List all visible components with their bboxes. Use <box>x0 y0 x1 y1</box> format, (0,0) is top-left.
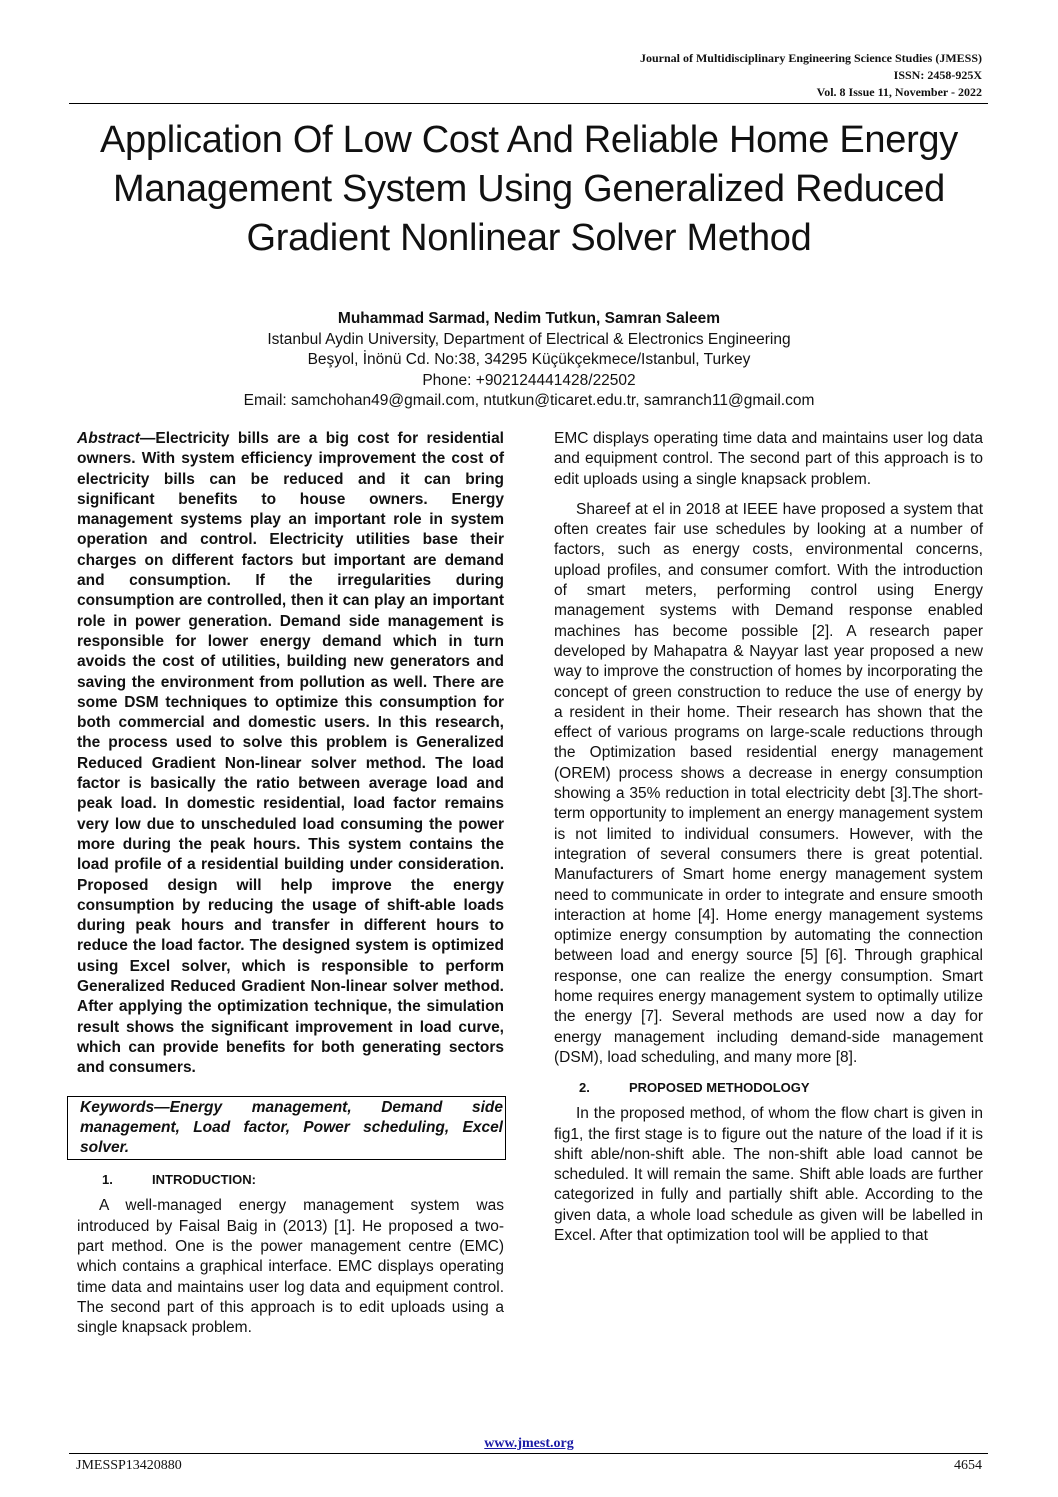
abstract-lead: Abstract <box>77 430 140 447</box>
author-names: Muhammad Sarmad, Nedim Tutkun, Samran Saleem <box>337 310 721 327</box>
section-heading-introduction <box>77 1170 504 1190</box>
authors-block <box>100 309 958 412</box>
author-email: Email: samchohan49@gmail.com, ntutkun@ticaret.edu.tr, samranch11@gmail.com <box>243 392 815 409</box>
methodology-paragraph-1: In the proposed method, of whom the flow chart is given in fig1, the first stage is to figure out the nature of the load if it is shift able/non-shift able. The non-shift able load cannot be scheduled. It will remain the same. Shift able loads are further categorized in fully and partially shift able. According to the given data, a whole load schedule as given will be labelled in Excel. After that optimization tool will be applied to that <box>554 1105 983 1244</box>
keywords-box <box>67 1096 506 1161</box>
section-number: 1. <box>102 1172 113 1188</box>
footer-page-number: 4654 <box>954 1458 982 1473</box>
journal-header <box>382 50 982 101</box>
author-address: Beşyol, İnönü Cd. No:38, 34295 Küçükçekmece/Istanbul, Turkey <box>307 351 751 368</box>
journal-name: Journal of Multidisciplinary Engineering Science Studies (JMESS) <box>639 51 982 65</box>
right-column <box>554 429 983 1246</box>
section-heading-methodology <box>554 1078 983 1098</box>
footer-paper-id: JMESSP13420880 <box>76 1458 182 1473</box>
intro-paragraph-2: Shareef at el in 2018 at IEEE have proposed a system that often creates fair use schedules by looking at a number of factors, such as energy costs, environmental concerns, upload profiles, and consumer comfort. With the introduction of smart meters, performing control using Energy management systems with Demand response enabled machines has become possible [2]. A research paper developed by Mahapatra & Nayyar last year proposed a new way to improve the construction of homes by incorporating the concept of green construction to reduce the use of energy by a resident in their home. Their research has shown that the effect of various programs on large-scale reductions through the Optimization based residential energy management (OREM) process shows a decrease in energy consumption showing a 35% reduction in total electricity debt [3].The short-term opportunity to implement an energy management system is not limited to individual consumers. However, with the integration of several consumers there is great potential. Manufacturers of Smart home energy management system need to communicate in order to integrate and ensure smooth interaction at home [4]. Home energy management systems optimize energy consumption by automating the connection between load and energy source [5] [6]. Through graphical response, one can realize the energy consumption. Smart home requires energy management system to optimally utilize the energy [7]. Several methods are used now a day for energy management including demand-side management (DSM), load scheduling, and many more [8]. <box>554 500 983 1066</box>
intro-paragraph-1: A well-managed energy management system was introduced by Faisal Baig in (2013) [1]. He proposed a two-part method. One is the power management centre (EMC) which contains a graphical interface. EMC displays operating time data and maintains user log data and equipment control. The second part of this approach is to edit uploads using a single knapsack problem. <box>77 1197 504 1337</box>
journal-volume: Vol. 8 Issue 11, November - 2022 <box>816 85 982 99</box>
left-column <box>77 429 504 1337</box>
author-affiliation: Istanbul Aydin University, Department of Electrical & Electronics Engineering <box>267 330 791 348</box>
author-phone: Phone: +902124441428/22502 <box>422 371 636 389</box>
section-number: 2. <box>579 1080 590 1096</box>
journal-issn: ISSN: 2458-925X <box>893 68 982 82</box>
footer-website-link[interactable]: www.jmest.org <box>484 1436 574 1451</box>
intro-paragraph-1-continued: EMC displays operating time data and maintains user log data and equipment control. The second part of this approach is to edit uploads using a single knapsack problem. <box>554 430 983 488</box>
abstract <box>77 429 504 1079</box>
section-title: INTRODUCTION: <box>152 1172 256 1188</box>
footer-rule <box>69 1453 988 1454</box>
paper-title: Application Of Low Cost And Reliable Home Energy Management System Using Generalized Reduced Gradient Nonlinear Solver Method <box>100 119 958 259</box>
header-rule <box>69 103 988 104</box>
abstract-text: —Electricity bills are a big cost for residential owners. With system efficiency improvement the cost of electricity bills can be reduced and it can bring significant benefits to house owners. Energy management systems play an important role in system operation and control. Electricity utilities base their charges on different factors but important are demand and consumption. If the irregularities during consumption are controlled, then it can play an important role in power generation. Demand side management is responsible for lower energy demand which in turn avoids the cost of utilities, building new generators and saving the environment from pollution as well. There are some DSM techniques to optimize this consumption for both commercial and domestic users. In this research, the process used to solve this problem is Generalized Reduced Gradient Non-linear solver method. The load factor is basically the ratio between average load and peak load. In domestic residential, load factor remains very low due to unscheduled load consuming the power more during the peak hours. This system contains the load profile of a residential building under consideration. Proposed design will help improve the energy consumption by reducing the usage of shift-able loads during peak hours and transfer in different hours to reduce the load factor. The designed system is optimized using Excel solver, which is responsible to perform Generalized Reduced Gradient Non-linear solver method. After applying the optimization technique, the simulation result shows the significant improvement in load curve, which can provide benefits for both generating sectors and consumers. <box>77 430 504 1077</box>
section-title: PROPOSED METHODOLOGY <box>629 1080 810 1096</box>
keywords-text: Keywords—Energy management, Demand side management, Load factor, Power scheduling, Excel solver. <box>80 1098 503 1157</box>
